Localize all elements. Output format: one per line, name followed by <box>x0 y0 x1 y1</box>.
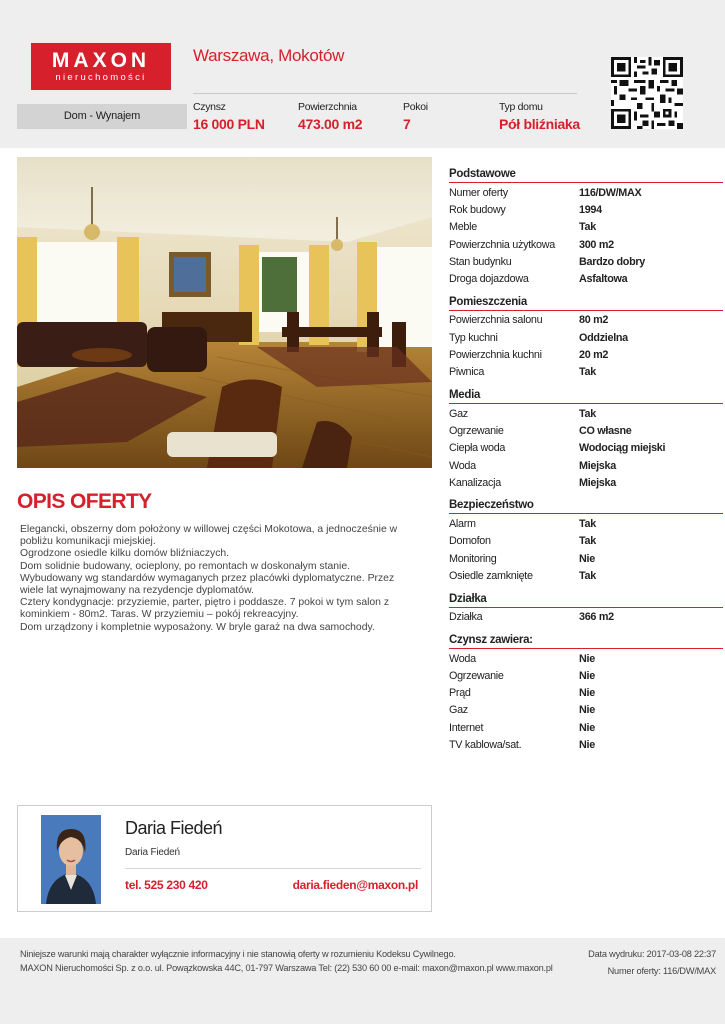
spec-key: Osiedle zamknięte <box>449 569 533 582</box>
spec-section-title: Pomieszczenia <box>449 296 723 311</box>
spec-row <box>449 270 724 287</box>
spec-value: Wodociąg miejski <box>579 442 666 455</box>
metric-label: Powierzchnia <box>298 101 357 113</box>
spec-key: TV kablowa/sat. <box>449 739 522 752</box>
spec-section-rent-includes <box>449 634 724 754</box>
metric-house-type <box>499 101 580 132</box>
spec-value: Miejska <box>579 476 616 489</box>
spec-key: Monitoring <box>449 552 497 565</box>
spec-key: Woda <box>449 459 476 472</box>
spec-key: Gaz <box>449 407 468 420</box>
qr-code-icon[interactable] <box>611 57 683 129</box>
metric-value: 473.00 m2 <box>298 116 363 132</box>
spec-row <box>449 685 724 702</box>
spec-value: Tak <box>579 407 596 420</box>
spec-value: Tak <box>579 221 596 234</box>
spec-value: Nie <box>579 552 595 565</box>
footer-print-date: Data wydruku: 2017-03-08 22:37 <box>588 949 716 959</box>
spec-key: Powierzchnia kuchni <box>449 349 542 362</box>
agent-email-link[interactable]: daria.fieden@maxon.pl <box>292 878 418 892</box>
spec-key: Kanalizacja <box>449 476 501 489</box>
spec-section-security <box>449 499 724 584</box>
spec-row <box>449 550 724 567</box>
spec-value: Tak <box>579 366 596 379</box>
metric-value: 7 <box>403 116 411 132</box>
header <box>0 0 725 148</box>
spec-section-plot <box>449 593 724 626</box>
spec-value: Tak <box>579 535 596 548</box>
spec-row <box>449 736 724 753</box>
spec-value: Nie <box>579 704 595 717</box>
spec-value: Bardzo dobry <box>579 255 645 268</box>
spec-value: Nie <box>579 669 595 682</box>
agent-phone-link[interactable]: tel. 525 230 420 <box>125 878 208 892</box>
spec-value: 300 m2 <box>579 238 614 251</box>
logo-name: MAXON <box>51 49 151 72</box>
footer-disclaimer: Niniejsze warunki mają charakter wyłącznie informacyjny i nie stanowią oferty w rozumieniu Kodeksu Cywilnego. <box>20 949 456 959</box>
spec-key: Ogrzewanie <box>449 424 504 437</box>
metric-label: Pokoi <box>403 101 428 113</box>
spec-row <box>449 236 724 253</box>
spec-key: Domofon <box>449 535 491 548</box>
spec-row <box>449 609 724 626</box>
spec-value: CO własne <box>579 424 632 437</box>
agent-avatar <box>41 815 101 904</box>
spec-row <box>449 201 724 218</box>
spec-key: Gaz <box>449 704 468 717</box>
spec-key: Meble <box>449 221 477 234</box>
offer-type-badge: Dom - Wynajem <box>17 104 187 129</box>
spec-value: Asfaltowa <box>579 273 628 286</box>
spec-value: 20 m2 <box>579 349 609 362</box>
spec-value: Oddzielna <box>579 331 628 344</box>
spec-value: Miejska <box>579 459 616 472</box>
spec-key: Prąd <box>449 687 471 700</box>
spec-row <box>449 567 724 584</box>
metric-area <box>298 101 362 132</box>
spec-row <box>449 312 724 329</box>
metric-value: 16 000 PLN <box>193 116 265 132</box>
description-paragraph: Cztery kondygnacje: przyziemie, parter, piętro i poddasze. 7 pokoi w tym salon z kominkiem - 80m2. Taras. W przyziemiu – pokój rekreacyjny. <box>20 597 390 621</box>
spec-row <box>449 329 724 346</box>
spec-section-title: Media <box>449 389 723 404</box>
spec-key: Ogrzewanie <box>449 669 504 682</box>
spec-row <box>449 253 724 270</box>
spec-value: 366 m2 <box>579 611 614 624</box>
maxon-logo[interactable] <box>31 43 171 90</box>
spec-value: Nie <box>579 721 595 734</box>
spec-key: Rok budowy <box>449 203 506 216</box>
metric-value: Pół bliźniaka <box>499 116 580 132</box>
spec-row <box>449 457 724 474</box>
spec-section-title: Działka <box>449 593 723 608</box>
metric-rooms <box>403 101 428 132</box>
spec-value: Nie <box>579 652 595 665</box>
spec-section-utilities <box>449 389 724 491</box>
spec-key: Numer oferty <box>449 186 508 199</box>
description-paragraph: Dom urządzony i kompletnie wyposażony. W bryle garaż na dwa samochody. <box>20 621 375 633</box>
spec-row <box>449 667 724 684</box>
spec-row <box>449 346 724 363</box>
spec-key: Woda <box>449 652 476 665</box>
spec-row <box>449 440 724 457</box>
description-title: OPIS OFERTY <box>17 490 152 513</box>
logo-tagline: nieruchomości <box>55 72 147 83</box>
spec-key: Powierzchnia użytkowa <box>449 238 555 251</box>
spec-value: Nie <box>579 687 595 700</box>
agent-name: Daria Fiedeń <box>125 818 223 838</box>
spec-key: Droga dojazdowa <box>449 273 529 286</box>
spec-section-basic <box>449 168 724 288</box>
spec-row <box>449 405 724 422</box>
footer-company-info: MAXON Nieruchomości Sp. z o.o. ul. Powązkowska 44C, 01-797 Warszawa Tel: (22) 530 60 00 e-mail: maxon@maxon.pl www.maxon.pl <box>20 963 553 973</box>
spec-row <box>449 422 724 439</box>
header-divider <box>193 93 577 94</box>
agent-portrait-icon <box>41 815 101 904</box>
spec-row <box>449 702 724 719</box>
spec-section-title: Podstawowe <box>449 168 723 183</box>
description-text <box>20 524 420 634</box>
spec-row <box>449 533 724 550</box>
footer <box>0 938 725 1024</box>
spec-value: Tak <box>579 569 596 582</box>
agent-divider <box>125 868 421 869</box>
metric-label: Typ domu <box>499 101 543 113</box>
spec-key: Działka <box>449 611 483 624</box>
spec-section-rooms <box>449 296 724 381</box>
spec-row <box>449 364 724 381</box>
spec-row <box>449 184 724 201</box>
spec-key: Powierzchnia salonu <box>449 314 543 327</box>
spec-row <box>449 719 724 736</box>
metric-rent <box>193 101 265 132</box>
spec-key: Internet <box>449 721 484 734</box>
spec-value: 116/DW/MAX <box>579 186 642 199</box>
spec-row <box>449 650 724 667</box>
spec-key: Piwnica <box>449 366 485 379</box>
spec-value: 80 m2 <box>579 314 609 327</box>
agent-subtitle: Daria Fiedeń <box>125 847 180 858</box>
property-photo[interactable] <box>17 157 432 468</box>
spec-section-title: Bezpieczeństwo <box>449 499 723 514</box>
spec-key: Typ kuchni <box>449 331 498 344</box>
spec-row <box>449 515 724 532</box>
property-location: Warszawa, Mokotów <box>193 46 345 65</box>
spec-value: 1994 <box>579 203 602 216</box>
description-paragraph: Wybudowany wg standardów wymaganych przez placówki dyplomatyczne. Przez wiele lat wynajmowany na rezydencje dyplomatów. <box>20 572 395 597</box>
footer-offer-number: Numer oferty: 116/DW/MAX <box>607 966 716 976</box>
metric-label: Czynsz <box>193 101 226 113</box>
spec-section-title: Czynsz zawiera: <box>449 634 723 649</box>
description-paragraph: Ogrodzone osiedle kilku domów bliźniaczych. <box>20 548 230 560</box>
specs-panel <box>449 168 724 762</box>
agent-card <box>17 805 432 912</box>
description-paragraph: Dom solidnie budowany, ocieplony, po remontach w doskonałym stanie. <box>20 560 350 572</box>
spec-value: Tak <box>579 518 596 531</box>
spec-value: Nie <box>579 739 595 752</box>
spec-row <box>449 474 724 491</box>
spec-key: Stan budynku <box>449 255 512 268</box>
spec-key: Alarm <box>449 518 476 531</box>
spec-row <box>449 219 724 236</box>
description-paragraph: Elegancki, obszerny dom położony w willowej części Mokotowa, a jednocześnie w pobliżu komunikacji miejskiej. <box>20 524 398 548</box>
living-room-illustration <box>17 157 432 468</box>
spec-key: Ciepła woda <box>449 442 506 455</box>
